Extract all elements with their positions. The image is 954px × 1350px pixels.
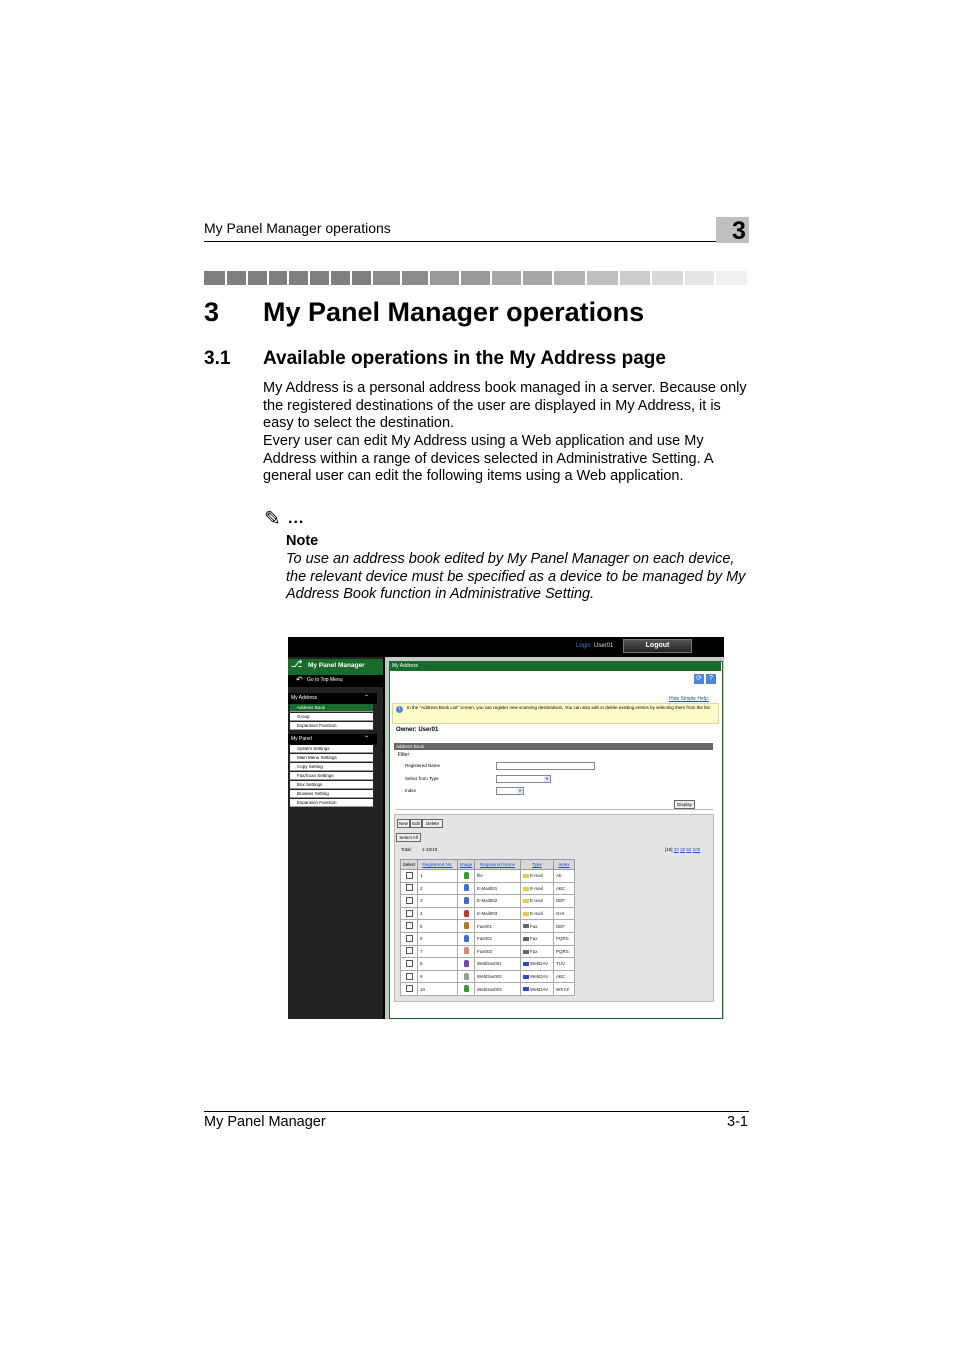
type-select[interactable] bbox=[496, 775, 551, 783]
checkbox[interactable] bbox=[406, 935, 413, 942]
section-title: Available operations in the My Address page bbox=[263, 348, 666, 369]
pencil-icon: ✎ bbox=[264, 508, 281, 530]
filter-label: Filter bbox=[398, 752, 410, 758]
stripe-segment bbox=[373, 271, 400, 285]
cell-index: ABC bbox=[554, 970, 575, 983]
page-number: 3-1 bbox=[727, 1114, 748, 1130]
type-label: WebDAV bbox=[530, 961, 549, 967]
row-select[interactable] bbox=[401, 958, 418, 971]
edit-button[interactable]: Edit bbox=[410, 819, 422, 828]
cell-index: DEF bbox=[554, 920, 575, 933]
type-icon bbox=[523, 975, 529, 979]
cell-registered-no: 5 bbox=[418, 920, 458, 933]
section-label: My Panel bbox=[291, 736, 312, 742]
stripe-segment bbox=[716, 271, 747, 285]
sidebar-item-copy-setting[interactable]: Copy Setting bbox=[290, 763, 373, 771]
total-label: Total: bbox=[401, 847, 412, 852]
page-title: My Address bbox=[390, 662, 721, 671]
cell-registered-no: 10 bbox=[418, 983, 458, 996]
type-label: Fax bbox=[530, 923, 538, 929]
sidebar-item-box-settings[interactable]: Box Settings bbox=[290, 781, 373, 789]
cell-type bbox=[521, 958, 554, 971]
cell-index: WXYZ bbox=[554, 983, 575, 996]
table-row[interactable] bbox=[401, 945, 575, 958]
stripe-segment bbox=[554, 271, 585, 285]
stripe-segment bbox=[402, 271, 429, 285]
type-icon bbox=[523, 937, 529, 941]
cell-index: PQRS bbox=[554, 932, 575, 945]
stripe-segment bbox=[430, 271, 459, 285]
cell-registered-name: E-Mail002 bbox=[475, 895, 521, 908]
chapter-tab-number: 3 bbox=[732, 217, 746, 245]
col-registered-name[interactable]: Registered Name bbox=[475, 860, 521, 870]
section-label: My Address bbox=[291, 695, 318, 701]
sidebar-item-expansion-function[interactable]: Expansion Function bbox=[290, 722, 373, 730]
type-icon bbox=[523, 924, 529, 928]
type-label: Fax bbox=[530, 936, 538, 942]
footer-title: My Panel Manager bbox=[204, 1114, 326, 1130]
table-row[interactable] bbox=[401, 882, 575, 895]
col-registered-no[interactable]: Registered No. bbox=[418, 860, 458, 870]
row-select[interactable] bbox=[401, 870, 418, 883]
chapter-title: My Panel Manager operations bbox=[263, 297, 645, 327]
header-rule bbox=[204, 241, 749, 242]
sidebar-item-fax-scan-settings[interactable]: Fax/Scan Settings bbox=[290, 772, 373, 780]
checkbox[interactable] bbox=[406, 973, 413, 980]
address-book-bar: Address Book bbox=[394, 743, 713, 750]
cell-registered-no: 1 bbox=[418, 870, 458, 883]
type-label: Fax bbox=[530, 948, 538, 954]
section-number: 3.1 bbox=[204, 348, 231, 369]
cell-index: PQRS bbox=[554, 945, 575, 958]
per-page-30[interactable]: 30 bbox=[680, 847, 686, 852]
footer-rule bbox=[204, 1111, 749, 1112]
refresh-icon[interactable]: ⟳ bbox=[694, 674, 704, 684]
cell-image bbox=[458, 895, 475, 908]
sidebar-section-my-panel[interactable] bbox=[288, 734, 377, 745]
current-user: User01 bbox=[594, 643, 614, 649]
person-icon bbox=[464, 985, 469, 992]
registered-name-input[interactable] bbox=[496, 762, 595, 770]
help-icon[interactable]: ? bbox=[706, 674, 716, 684]
cell-registered-no: 6 bbox=[418, 932, 458, 945]
person-icon bbox=[464, 935, 469, 942]
table-body bbox=[401, 870, 575, 996]
stripe-segment bbox=[652, 271, 683, 285]
my-address-screenshot bbox=[288, 637, 724, 1019]
table-row[interactable] bbox=[401, 932, 575, 945]
cell-registered-name: E-Mail003 bbox=[475, 907, 521, 920]
select-type-label: Select from Type bbox=[405, 776, 439, 781]
col-select: Select bbox=[401, 860, 418, 870]
cell-registered-name: WebDav003 bbox=[475, 983, 521, 996]
stripe-segment bbox=[352, 271, 371, 285]
top-menu-label: Go to Top Menu bbox=[307, 677, 343, 683]
cell-type bbox=[521, 882, 554, 895]
row-select[interactable] bbox=[401, 882, 418, 895]
person-icon bbox=[464, 872, 469, 879]
cell-index: Ab bbox=[554, 870, 575, 883]
cell-type bbox=[521, 932, 554, 945]
type-icon bbox=[523, 912, 529, 916]
intro-paragraph: My Address is a personal address book managed in a server. Because only the registered destinations of the user are displayed in My Address, it is easy to select the destination. bbox=[263, 380, 747, 431]
running-header: My Panel Manager operations bbox=[204, 220, 391, 236]
type-label: E-mail bbox=[530, 911, 543, 917]
table-row[interactable] bbox=[401, 895, 575, 908]
delete-button[interactable]: Delete bbox=[422, 819, 443, 828]
sidebar-section-my-address[interactable] bbox=[288, 693, 377, 704]
per-page-20[interactable]: 20 bbox=[673, 847, 679, 852]
row-select[interactable] bbox=[401, 932, 418, 945]
cell-registered-name: E-Mail001 bbox=[475, 882, 521, 895]
per-page-50[interactable]: 50 bbox=[686, 847, 692, 852]
info-icon: i bbox=[396, 706, 403, 713]
cell-type bbox=[521, 895, 554, 908]
display-button[interactable]: Display bbox=[674, 800, 695, 809]
row-select[interactable] bbox=[401, 920, 418, 933]
table-row[interactable] bbox=[401, 970, 575, 983]
sidebar-item-main-menu-settings[interactable]: Main Menu Settings bbox=[290, 754, 373, 762]
index-select[interactable] bbox=[496, 787, 524, 795]
type-label: E-mail bbox=[530, 873, 543, 879]
chevron-down-icon: ▼ bbox=[545, 776, 549, 781]
registered-name-label: Registered Name bbox=[405, 763, 441, 768]
row-select[interactable] bbox=[401, 970, 418, 983]
checkbox[interactable] bbox=[406, 922, 413, 929]
person-icon bbox=[464, 910, 469, 917]
table-row[interactable] bbox=[401, 870, 575, 883]
stripe-segment bbox=[227, 271, 246, 285]
cell-registered-name: file bbox=[475, 870, 521, 883]
type-icon bbox=[523, 899, 529, 903]
type-icon bbox=[523, 987, 529, 991]
cell-type bbox=[521, 920, 554, 933]
collapse-icon[interactable]: ⌃ bbox=[364, 736, 370, 742]
note-dots: ... bbox=[288, 510, 305, 527]
table-row[interactable] bbox=[401, 958, 575, 971]
checkbox[interactable] bbox=[406, 985, 413, 992]
stripe-segment bbox=[620, 271, 651, 285]
cell-registered-name: WebDav002 bbox=[475, 970, 521, 983]
per-page-100[interactable]: 100 bbox=[692, 847, 701, 852]
cell-registered-name: WebDav001 bbox=[475, 958, 521, 971]
stripe-segment bbox=[331, 271, 350, 285]
row-select[interactable] bbox=[401, 895, 418, 908]
logout-button[interactable]: Logout bbox=[623, 639, 692, 653]
new-button[interactable]: New bbox=[398, 821, 408, 826]
cell-index: DEF bbox=[554, 895, 575, 908]
note-text: To use an address book edited by My Panel Manager on each device, the relevant device must be specified as a device to be managed by My Address Book function in Administrative Setting. bbox=[286, 551, 746, 602]
note-title: Note bbox=[286, 533, 319, 549]
per-page-current: [10] bbox=[665, 847, 673, 852]
cell-registered-name: Fax001 bbox=[475, 920, 521, 933]
cell-image bbox=[458, 970, 475, 983]
cell-registered-no: 9 bbox=[418, 970, 458, 983]
hide-help-link[interactable]: Hide Simple Help. bbox=[669, 696, 710, 702]
collapse-icon[interactable]: ⌃ bbox=[364, 695, 370, 701]
type-icon bbox=[523, 962, 529, 966]
stripe-segment bbox=[204, 271, 225, 285]
cell-image bbox=[458, 882, 475, 895]
stripe-segment bbox=[289, 271, 308, 285]
decorative-stripe bbox=[204, 271, 749, 285]
cell-index: TUV bbox=[554, 958, 575, 971]
cell-image bbox=[458, 958, 475, 971]
per-page-selector bbox=[665, 847, 700, 852]
person-icon bbox=[464, 947, 469, 954]
person-icon bbox=[464, 884, 469, 891]
stripe-segment bbox=[310, 271, 329, 285]
stripe-segment bbox=[685, 271, 714, 285]
type-label: WebDAV bbox=[530, 974, 549, 980]
person-icon bbox=[464, 897, 469, 904]
cell-index: GHI bbox=[554, 907, 575, 920]
type-label: E-mail bbox=[530, 885, 543, 891]
cell-image bbox=[458, 932, 475, 945]
checkbox[interactable] bbox=[406, 960, 413, 967]
type-label: WebDAV bbox=[530, 986, 549, 992]
cell-registered-name: Fax002 bbox=[475, 932, 521, 945]
cell-type bbox=[521, 983, 554, 996]
sidebar-item-system-settings[interactable]: System Settings bbox=[290, 745, 373, 753]
row-select[interactable] bbox=[401, 945, 418, 958]
app-title: My Panel Manager bbox=[308, 662, 365, 669]
type-icon bbox=[523, 950, 529, 954]
col-image[interactable]: Image bbox=[458, 860, 475, 870]
stripe-segment bbox=[248, 271, 267, 285]
cell-registered-no: 2 bbox=[418, 882, 458, 895]
type-icon bbox=[523, 887, 529, 891]
row-select[interactable] bbox=[401, 907, 418, 920]
help-text: In the "Address Book List" screen, you can register new scanning destinations. You can also edit or delete existing entries by selecting them from the list. bbox=[407, 705, 711, 710]
stripe-segment bbox=[523, 271, 552, 285]
person-icon bbox=[464, 922, 469, 929]
sidebar-item-browser-setting[interactable]: Browser Setting bbox=[290, 790, 373, 798]
col-type[interactable]: Type bbox=[521, 860, 554, 870]
type-label: E-mail bbox=[530, 898, 543, 904]
total-value: 1-10/10 bbox=[422, 847, 438, 852]
cell-type bbox=[521, 907, 554, 920]
select-all-button[interactable]: Select All bbox=[396, 833, 421, 842]
person-icon bbox=[464, 960, 469, 967]
col-index[interactable]: Index bbox=[554, 860, 575, 870]
owner-label: Owner: User01 bbox=[396, 727, 439, 733]
table-row[interactable] bbox=[401, 983, 575, 996]
cell-image bbox=[458, 870, 475, 883]
cell-type bbox=[521, 945, 554, 958]
checkbox[interactable] bbox=[406, 884, 413, 891]
index-label: Index bbox=[405, 788, 417, 793]
stripe-segment bbox=[587, 271, 618, 285]
cell-image bbox=[458, 945, 475, 958]
return-arrow-icon: ↶ bbox=[296, 675, 303, 684]
cell-registered-no: 4 bbox=[418, 907, 458, 920]
login-link[interactable]: Login bbox=[576, 643, 591, 649]
chevron-down-icon: ▼ bbox=[518, 788, 522, 793]
row-select[interactable] bbox=[401, 983, 418, 996]
checkbox[interactable] bbox=[406, 910, 413, 917]
cell-registered-no: 3 bbox=[418, 895, 458, 908]
sidebar-item-expansion-function-panel[interactable]: Expansion Function bbox=[290, 799, 373, 807]
sidebar-item-group[interactable]: Group bbox=[290, 713, 373, 721]
filter-divider bbox=[396, 809, 713, 810]
table-row[interactable] bbox=[401, 920, 575, 933]
cell-image bbox=[458, 983, 475, 996]
app-logo-icon: ⎇ bbox=[291, 659, 303, 670]
checkbox[interactable] bbox=[406, 897, 413, 904]
address-table bbox=[400, 859, 575, 996]
checkbox[interactable] bbox=[406, 872, 413, 879]
cell-registered-no: 7 bbox=[418, 945, 458, 958]
stripe-segment bbox=[461, 271, 490, 285]
person-icon bbox=[464, 973, 469, 980]
usage-paragraph: Every user can edit My Address using a Web application and use My Address within a range of devices selected in Administrative Setting. A general user can edit the following items using a Web application. bbox=[263, 433, 713, 484]
type-icon bbox=[523, 874, 529, 878]
sidebar-item-address-book[interactable]: Address Book bbox=[290, 704, 373, 712]
cell-registered-name: Fax003 bbox=[475, 945, 521, 958]
checkbox[interactable] bbox=[406, 947, 413, 954]
cell-type bbox=[521, 870, 554, 883]
table-row[interactable] bbox=[401, 907, 575, 920]
cell-type bbox=[521, 970, 554, 983]
stripe-segment bbox=[492, 271, 521, 285]
cell-registered-no: 8 bbox=[418, 958, 458, 971]
stripe-segment bbox=[269, 271, 288, 285]
cell-index: ABC bbox=[554, 882, 575, 895]
chapter-number: 3 bbox=[204, 297, 220, 327]
cell-image bbox=[458, 907, 475, 920]
cell-image bbox=[458, 920, 475, 933]
